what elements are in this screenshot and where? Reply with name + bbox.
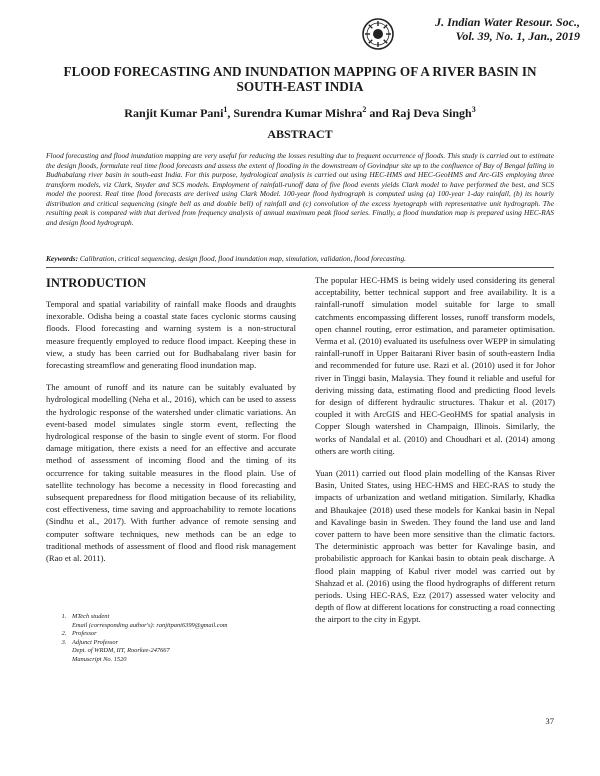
author-separator: , [227, 106, 234, 120]
author-name: Surendra Kumar Mishra [233, 106, 363, 120]
keywords-label: Keywords: [46, 254, 79, 263]
left-column [46, 298, 296, 574]
author-mark: 1 [223, 105, 228, 114]
footnote-line: Manuscript No. 1520 [72, 655, 127, 663]
footnote-line: 2. Professor [72, 630, 97, 638]
footnote-line: 3. Adjunct Professor [72, 638, 119, 646]
page-number: 37 [545, 716, 554, 726]
footnotes [46, 613, 296, 665]
introduction-heading: INTRODUCTION [46, 276, 147, 290]
author-name: Ranjit Kumar Pani [124, 106, 224, 120]
keywords-text: Calibration, critical sequencing, design flood, flood inundation map, simulation, validation, flood forecasting. [78, 254, 407, 263]
author-line [40, 105, 560, 121]
footnote [68, 630, 296, 639]
author-name: Raj Deva Singh [391, 106, 472, 120]
journal-citation [398, 15, 580, 43]
right-column [315, 274, 555, 636]
footnote-line: Dept. of WRDM, IIT, Roorkee-247667 [72, 647, 170, 655]
author-mark: 3 [471, 105, 476, 114]
author-mark: 2 [362, 105, 367, 114]
journal-name: J. Indian Water Resour. Soc., [435, 15, 580, 29]
paragraph: The amount of runoff and its nature can be suitably evaluated by hydrological modelling (Neha et al., 2016), which can be used to assess the hydrologic response of the watershed under climatic variations. An event-based model simulates single storm event, reflecting the hydrological response of the basin to single event of storm. For flood damage mitigation, there exists a need for an effective and accurate method of assessment of incoming flood and the timing of its occurrence for taking suitable measures in the flood plain. Use of satellite technology has become a necessity in flood forecasting and subsequent preparedness for flood mitigation because of its reliability, cost effectiveness, time saving and approachability to remote locations (Sindhu et al., 2017). With further advance of remote sensing and computer software techniques, new methods can be an edge to traditional methods of assessment of flood and flood risk management (Rao et al. 2011). [46, 382, 296, 564]
society-seal-icon [362, 18, 394, 50]
abstract-text: Flood forecasting and flood inundation mapping are very useful for reducing the losses resulting due to frequent occurrence of floods. This study is carried out to estimate the design floods, formulate real time flood forecasts and assess the extent of flooding in the downstream of Govindpur site up to the confluence of Bay of Bengal falling in Budhabalang river basin in south-east India. For this purpose, hydrological analysis is carried out using HEC-HMS and HEC-GeoHMS and Arc-GIS employing three transform models, viz Clark, Snyder and SCS models. Employment of rainfall-runoff data of five flood events yields Clark model to have performed the best, and SCS model the poorest. Real time flood forecasts are derived using Clark Model. 100-year flood hydrograph is computed using (a) 100-year 1-day rainfall, (b) its hourly distribution and critical sequencing (single bell as and double bell) of rainfall and (c) convolution of the excess hyetograph with representative unit hydrograph. The resulting peak is compared with that derived from frequency analysis of annual maximum peak flood series. Finally, a flood inundation map is prepared using HEC-RAS and design flood hydrograph. [46, 151, 554, 227]
keywords [46, 254, 554, 264]
abstract-heading: ABSTRACT [267, 127, 333, 141]
author-separator: and [366, 106, 392, 120]
paragraph: The popular HEC-HMS is being widely used considering its general acceptability, better technical support and free availability. It is a rainfall-runoff simulation model suitable for large to small catchments encompassing different losses, runoff transform models, open channel routing, error estimation, and parameter optimisation. Verma et al. (2010) evaluated its usefulness over WEPP in simulating rainfall-runoff in Upper Baitarani River basin of south-eastern India and recommended for future use. Razi et al. (2010) used it for Johor river in Tinggi basin, Malaysia. They found it reliable and useful for deriving missing data, estimating flood and predicting flood levels for design of different hydraulic structures. Thakur et al. (2017) coupled it with ArcGIS and HEC-GeoHMS for spatial analysis in Copper Slough watershed in Champaign, Illinois. Similarly, the works of Nandalal et al. (2010) and Choudhari et al. (2014) among others are worth citing. [315, 275, 555, 456]
footnote [68, 639, 296, 665]
journal-volume: Vol. 39, No. 1, Jan., 2019 [455, 29, 580, 43]
section-divider [46, 267, 554, 268]
paragraph: Yuan (2011) carried out flood plain modelling of the Kansas River Basin, United States, using HEC-HMS and HEC-RAS to study the impacts of urbanization and wetland mitigation. Similarly, Khadka and Bhaukajee (2018) used these models for Kankai basin in Nepal and Kavalinge basin in Sweden. They found the land use and land cover pattern to have been more sensitive than the climatic factors. The deterministic approach was better for Kavalinge basin, and probabilistic approach for Kankai basin to obtain peak discharge. A flood plain mapping of Kabul river model was carried out by Shahzad et al. (2016) using the flood hydrographs of different return periods. Using HEC-RAS, Ezz (2017) assessed water velocity and depth of flow at different locations for constructing a road connecting the airport to the city in Egypt. [315, 468, 555, 625]
footnote [68, 613, 296, 630]
footnote-line: Email (corresponding author's): ranjitpani6399@gmail.com [72, 621, 228, 629]
paper-title: FLOOD FORECASTING AND INUNDATION MAPPING OF A RIVER BASIN IN SOUTH-EAST INDIA [63, 64, 537, 94]
footnote-line: 1. MTech student [72, 613, 110, 620]
paragraph: Temporal and spatial variability of rainfall make floods and draughts inexorable. Odisha being a coastal state faces cyclonic storms causing floods. Flood forecasting and warning system is a non-structural measure frequently employed to reduce flood impact. Keeping these in view, a study has been carried out for Budhabalang river basin for forecasting streamflow and generating flood inundation map. [46, 299, 296, 371]
